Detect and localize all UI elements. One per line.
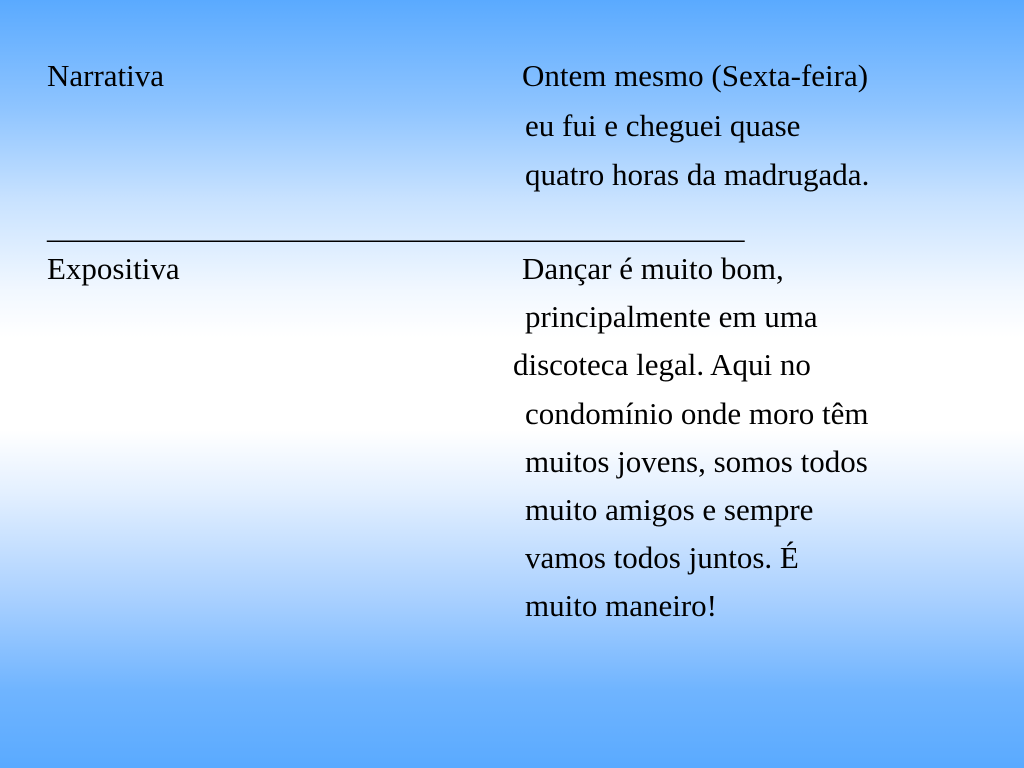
narrativa-text-line: quatro horas da madrugada. bbox=[525, 157, 870, 192]
section-divider: _____________________________________________ bbox=[47, 210, 745, 245]
expositiva-text-line: muitos jovens, somos todos bbox=[525, 444, 868, 479]
expositiva-text-line: condomínio onde moro têm bbox=[525, 396, 869, 431]
narrativa-text-line: eu fui e cheguei quase bbox=[525, 108, 801, 143]
expositiva-text-line: muito amigos e sempre bbox=[525, 492, 814, 527]
expositiva-text-line: principalmente em uma bbox=[525, 299, 818, 334]
section-label-narrativa: Narrativa bbox=[47, 58, 165, 93]
expositiva-text-line: Dançar é muito bom, bbox=[522, 251, 784, 286]
expositiva-text-line: muito maneiro! bbox=[525, 588, 717, 623]
expositiva-text-line: discoteca legal. Aqui no bbox=[513, 347, 811, 382]
section-label-expositiva: Expositiva bbox=[47, 251, 180, 286]
expositiva-text-line: vamos todos juntos. É bbox=[525, 540, 799, 575]
narrativa-text-line: Ontem mesmo (Sexta-feira) bbox=[522, 58, 869, 93]
